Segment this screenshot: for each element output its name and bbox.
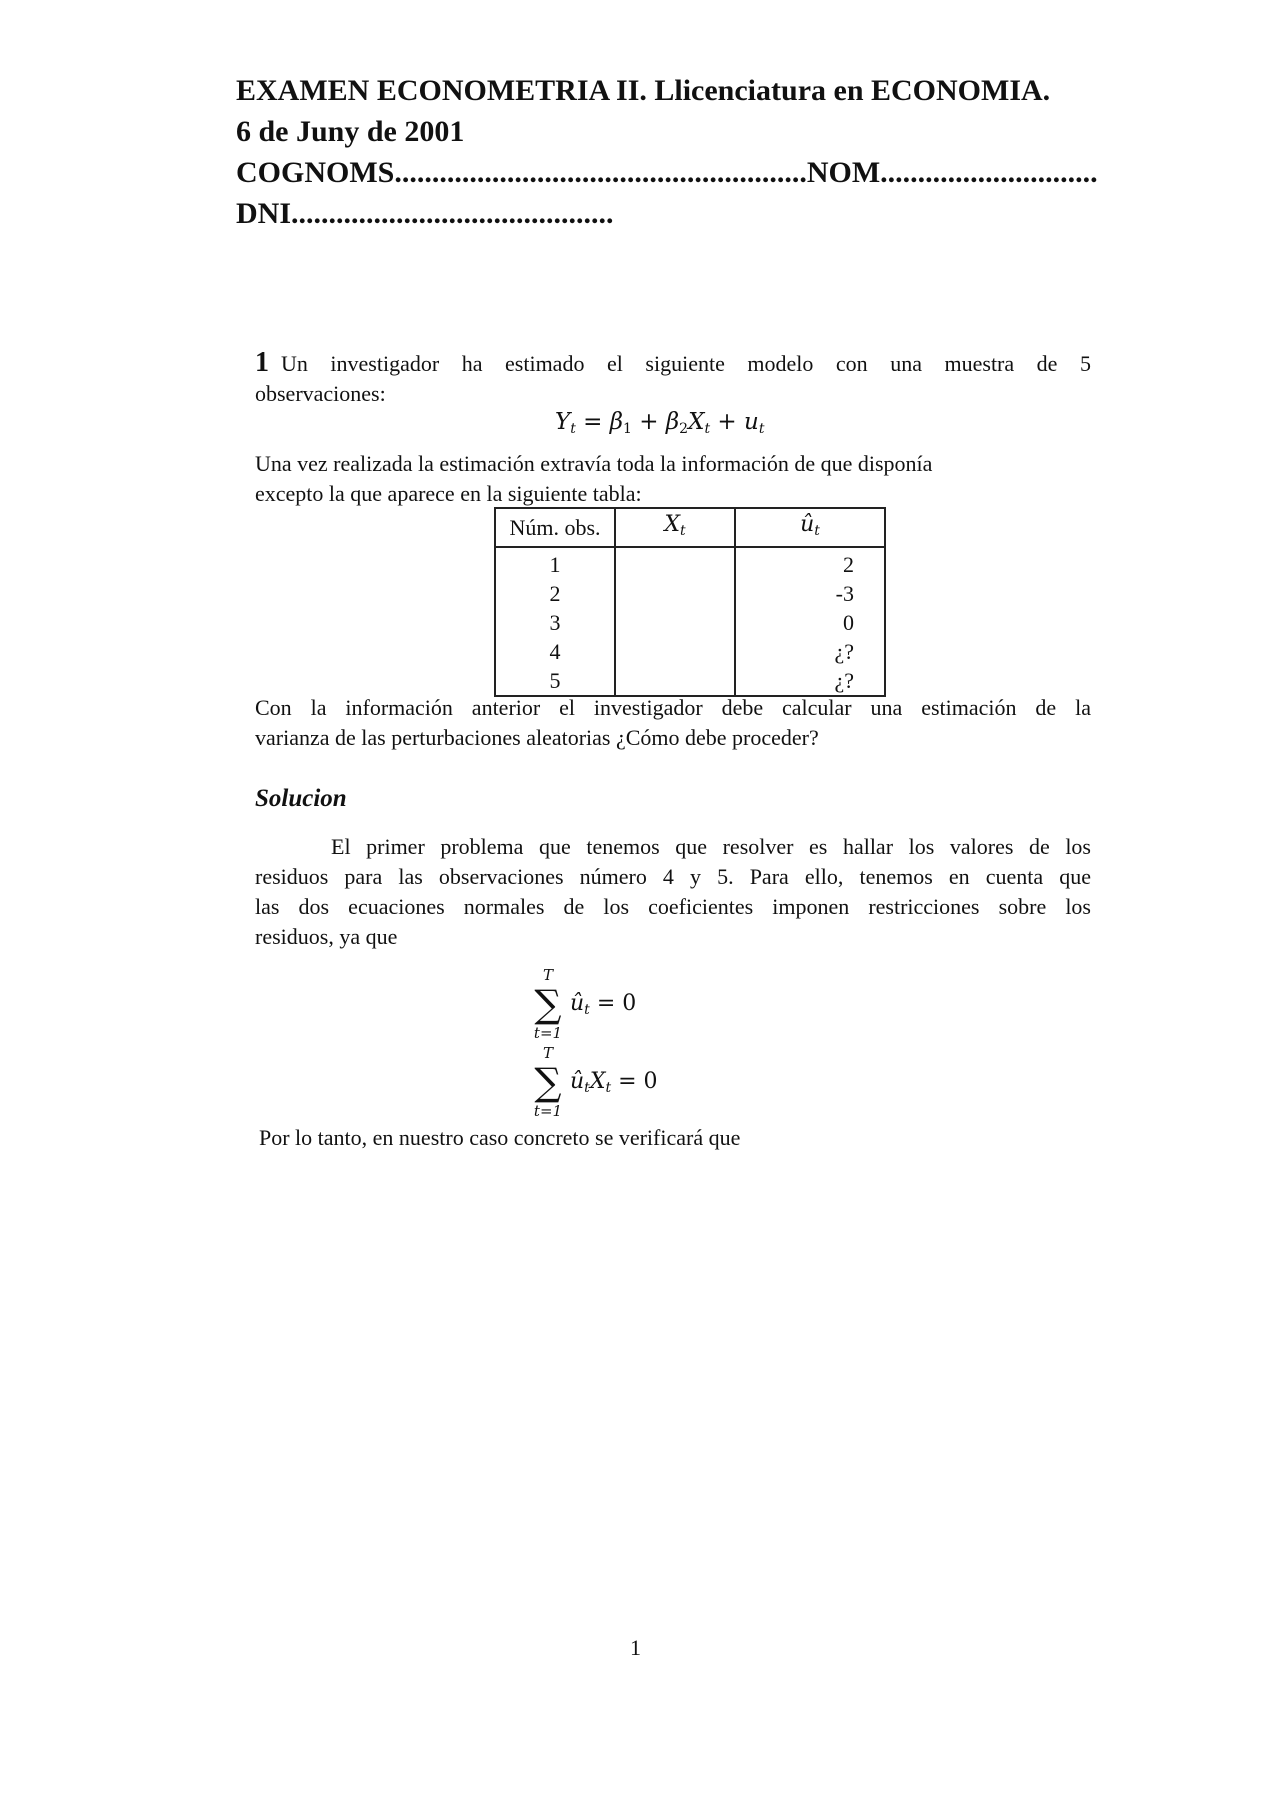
solution-line-4: residuos, ya que xyxy=(255,924,398,949)
header-x: $X_t$ xyxy=(615,508,735,547)
closing-line-2: varianza de las perturbaciones aleatorias ¿Cómo debe proceder? xyxy=(255,725,819,750)
sum-expression-1: $û_t = 0$ xyxy=(570,990,637,1018)
closing-line-1: Con la información anterior el investigador debe calcular una estimación de la xyxy=(255,695,1091,720)
table-header-row xyxy=(495,508,885,547)
table-row xyxy=(495,608,885,637)
header-obs: Núm. obs. xyxy=(495,508,615,547)
obs-cell: 1 xyxy=(495,547,615,579)
sum-lower-limit: t=1 xyxy=(533,1024,563,1042)
question-intro-line-2: observaciones: xyxy=(255,381,386,406)
table-row xyxy=(495,547,885,579)
question-number: 1 xyxy=(255,347,269,378)
solution-title: Solucion xyxy=(255,785,347,812)
u-cell: ¿? xyxy=(735,666,885,696)
sum-expression-2: $û_tX_t = 0$ xyxy=(570,1068,658,1096)
obs-cell: 4 xyxy=(495,637,615,666)
solution-paragraph xyxy=(255,832,1091,952)
u-cell: 0 xyxy=(735,608,885,637)
question-intro-line-1: Un investigador ha estimado el siguiente modelo con una muestra de 5 xyxy=(281,351,1091,376)
obs-cell: 5 xyxy=(495,666,615,696)
residuals-table xyxy=(494,507,886,697)
sum-equation-1 xyxy=(528,966,636,1042)
x-cell xyxy=(615,608,735,637)
x-cell xyxy=(615,579,735,608)
sigma-icon: ∑ xyxy=(534,982,562,1026)
exam-header xyxy=(236,70,1226,234)
sum-upper-limit: T xyxy=(542,1044,553,1062)
sigma-icon: ∑ xyxy=(534,1060,562,1104)
question-1-closing xyxy=(255,693,1091,753)
u-cell: 2 xyxy=(735,547,885,579)
context-line-2: excepto la que aparece en la siguiente tabla: xyxy=(255,481,642,506)
sum-upper-limit: T xyxy=(542,966,553,984)
x-cell xyxy=(615,547,735,579)
table-row xyxy=(495,666,885,696)
surname-name-line: COGNOMS.......................................................NOM............................. xyxy=(236,156,1098,189)
x-cell xyxy=(615,637,735,666)
page-number: 1 xyxy=(630,1635,641,1660)
obs-cell: 2 xyxy=(495,579,615,608)
solution-line-1: El primer problema que tenemos que resolver es hallar los valores de los xyxy=(331,834,1091,859)
obs-cell: 3 xyxy=(495,608,615,637)
sum-equation-2 xyxy=(528,1044,658,1120)
question-1-intro xyxy=(255,348,1091,409)
sum-lower-limit: t=1 xyxy=(533,1102,563,1120)
model-equation: $Y_t = \beta_1 + \beta_2X_t + u_t$ xyxy=(555,409,765,437)
table-row xyxy=(495,637,885,666)
exam-date: 6 de Juny de 2001 xyxy=(236,115,465,148)
solution-conclusion: Por lo tanto, en nuestro caso concreto se verificará que xyxy=(259,1125,741,1150)
exam-title: EXAMEN ECONOMETRIA II. Llicenciatura en ECONOMIA. xyxy=(236,74,1051,107)
solution-line-3: las dos ecuaciones normales de los coeficientes imponen restricciones sobre los xyxy=(255,894,1091,919)
x-cell xyxy=(615,666,735,696)
question-1-context xyxy=(255,449,1091,509)
dni-line: DNI........................................... xyxy=(236,197,614,230)
solution-line-2: residuos para las observaciones número 4 y 5. Para ello, tenemos en cuenta que xyxy=(255,864,1091,889)
u-cell: ¿? xyxy=(735,637,885,666)
header-u: $û_t$ xyxy=(735,508,885,547)
table-row xyxy=(495,579,885,608)
context-line-1: Una vez realizada la estimación extravía toda la información de que disponía xyxy=(255,451,933,476)
u-cell: -3 xyxy=(735,579,885,608)
